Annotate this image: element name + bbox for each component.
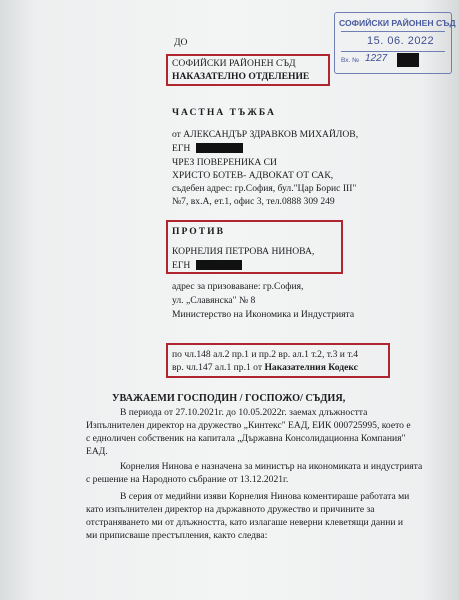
redaction-box (397, 53, 419, 67)
salutation: УВАЖАЕМИ ГОСПОДИН / ГОСПОЖО/ СЪДИЯ, (112, 393, 346, 404)
stamp-divider (341, 31, 445, 32)
defendant-address-line1: адрес за призоваване: гр.София, (172, 281, 304, 292)
plaintiff-egn-label: ЕГН (172, 143, 191, 154)
body-line: с едноличен собственик на капитала „Държавна Консолидационна Компания" (86, 433, 406, 444)
court-name: СОФИЙСКИ РАЙОНЕН СЪД (172, 58, 296, 69)
body-line: ми приписваше престъпления, както следва: (86, 530, 268, 541)
addressee-to: ДО (174, 37, 188, 48)
body-line: Корнелия Нинова е назначена за министър на икономиката и индустрията (120, 461, 423, 472)
body-line: В серия от медийни изяви Корнелия Нинова коментираше работата ми (120, 491, 410, 502)
court-department: НАКАЗАТЕЛНО ОТДЕЛЕНИЕ (172, 71, 310, 82)
body-line: с решение на Народното събрание от 13.12.2021г. (86, 474, 289, 485)
legal-basis-line1: по чл.148 ал.2 пр.1 и пр.2 вр. ал.1 т.2, т.3 и т.4 (172, 349, 359, 360)
redaction-box (196, 143, 243, 153)
body-paragraph-2 (86, 460, 438, 486)
body-line: отстраняването ми от длъжността, като излагаше неверни клеветящи данни и (86, 517, 404, 528)
stamp-divider (341, 51, 445, 52)
court-stamp (334, 12, 456, 74)
defendant-egn-label: ЕГН (172, 260, 191, 271)
body-line: като изпълнителен директор на държавното дружество и причините за (86, 504, 375, 515)
stamp-number-value: 1227 (365, 53, 388, 64)
body-line: В периода от 27.10.2021г. до 10.05.2022г. заемах длъжността (120, 407, 368, 418)
defendant-name: КОРНЕЛИЯ ПЕТРОВА НИНОВА, (172, 246, 315, 257)
stamp-title: СОФИЙСКИ РАЙОНЕН СЪД (339, 18, 456, 28)
defendant-against: ПРОТИВ (172, 226, 225, 237)
plaintiff-attorney: ХРИСТО БОТЕВ- АДВОКАТ ОТ САК, (172, 170, 334, 181)
body-line: ЕАД. (86, 446, 108, 457)
legal-basis-articles: вр. чл.147 ал.1 пр.1 от (172, 362, 265, 373)
body-line: Изпълнителен директор на дружество „Кинтекс" ЕАД, ЕИК 000725995, което е (86, 420, 411, 431)
plaintiff-address-line2: №7, вх.А, ет.1, офис 3, тел.0888 309 249 (172, 196, 335, 207)
body-paragraph-3 (86, 490, 438, 542)
body-paragraph-1 (86, 406, 438, 458)
complaint-title: ЧАСТНА ТЪЖБА (172, 107, 276, 118)
plaintiff-via: ЧРЕЗ ПОВЕРЕНИКА СИ (172, 157, 277, 168)
plaintiff-address-line1: съдебен адрес: гр.София, бул."Цар Борис III" (172, 183, 357, 194)
defendant-address-line2: ул. „Славянска" № 8 (172, 295, 256, 306)
stamp-number-label: Вх. № (341, 57, 360, 64)
defendant-address-line3: Министерство на Икономика и Индустрията (172, 309, 355, 320)
stamp-date: 15. 06. 2022 (367, 35, 435, 47)
legal-basis-line2 (172, 362, 358, 373)
redaction-box (196, 260, 242, 270)
legal-basis-code: Наказателния Кодекс (264, 362, 358, 373)
plaintiff-name: от АЛЕКСАНДЪР ЗДРАВКОВ МИХАЙЛОВ, (172, 129, 359, 140)
